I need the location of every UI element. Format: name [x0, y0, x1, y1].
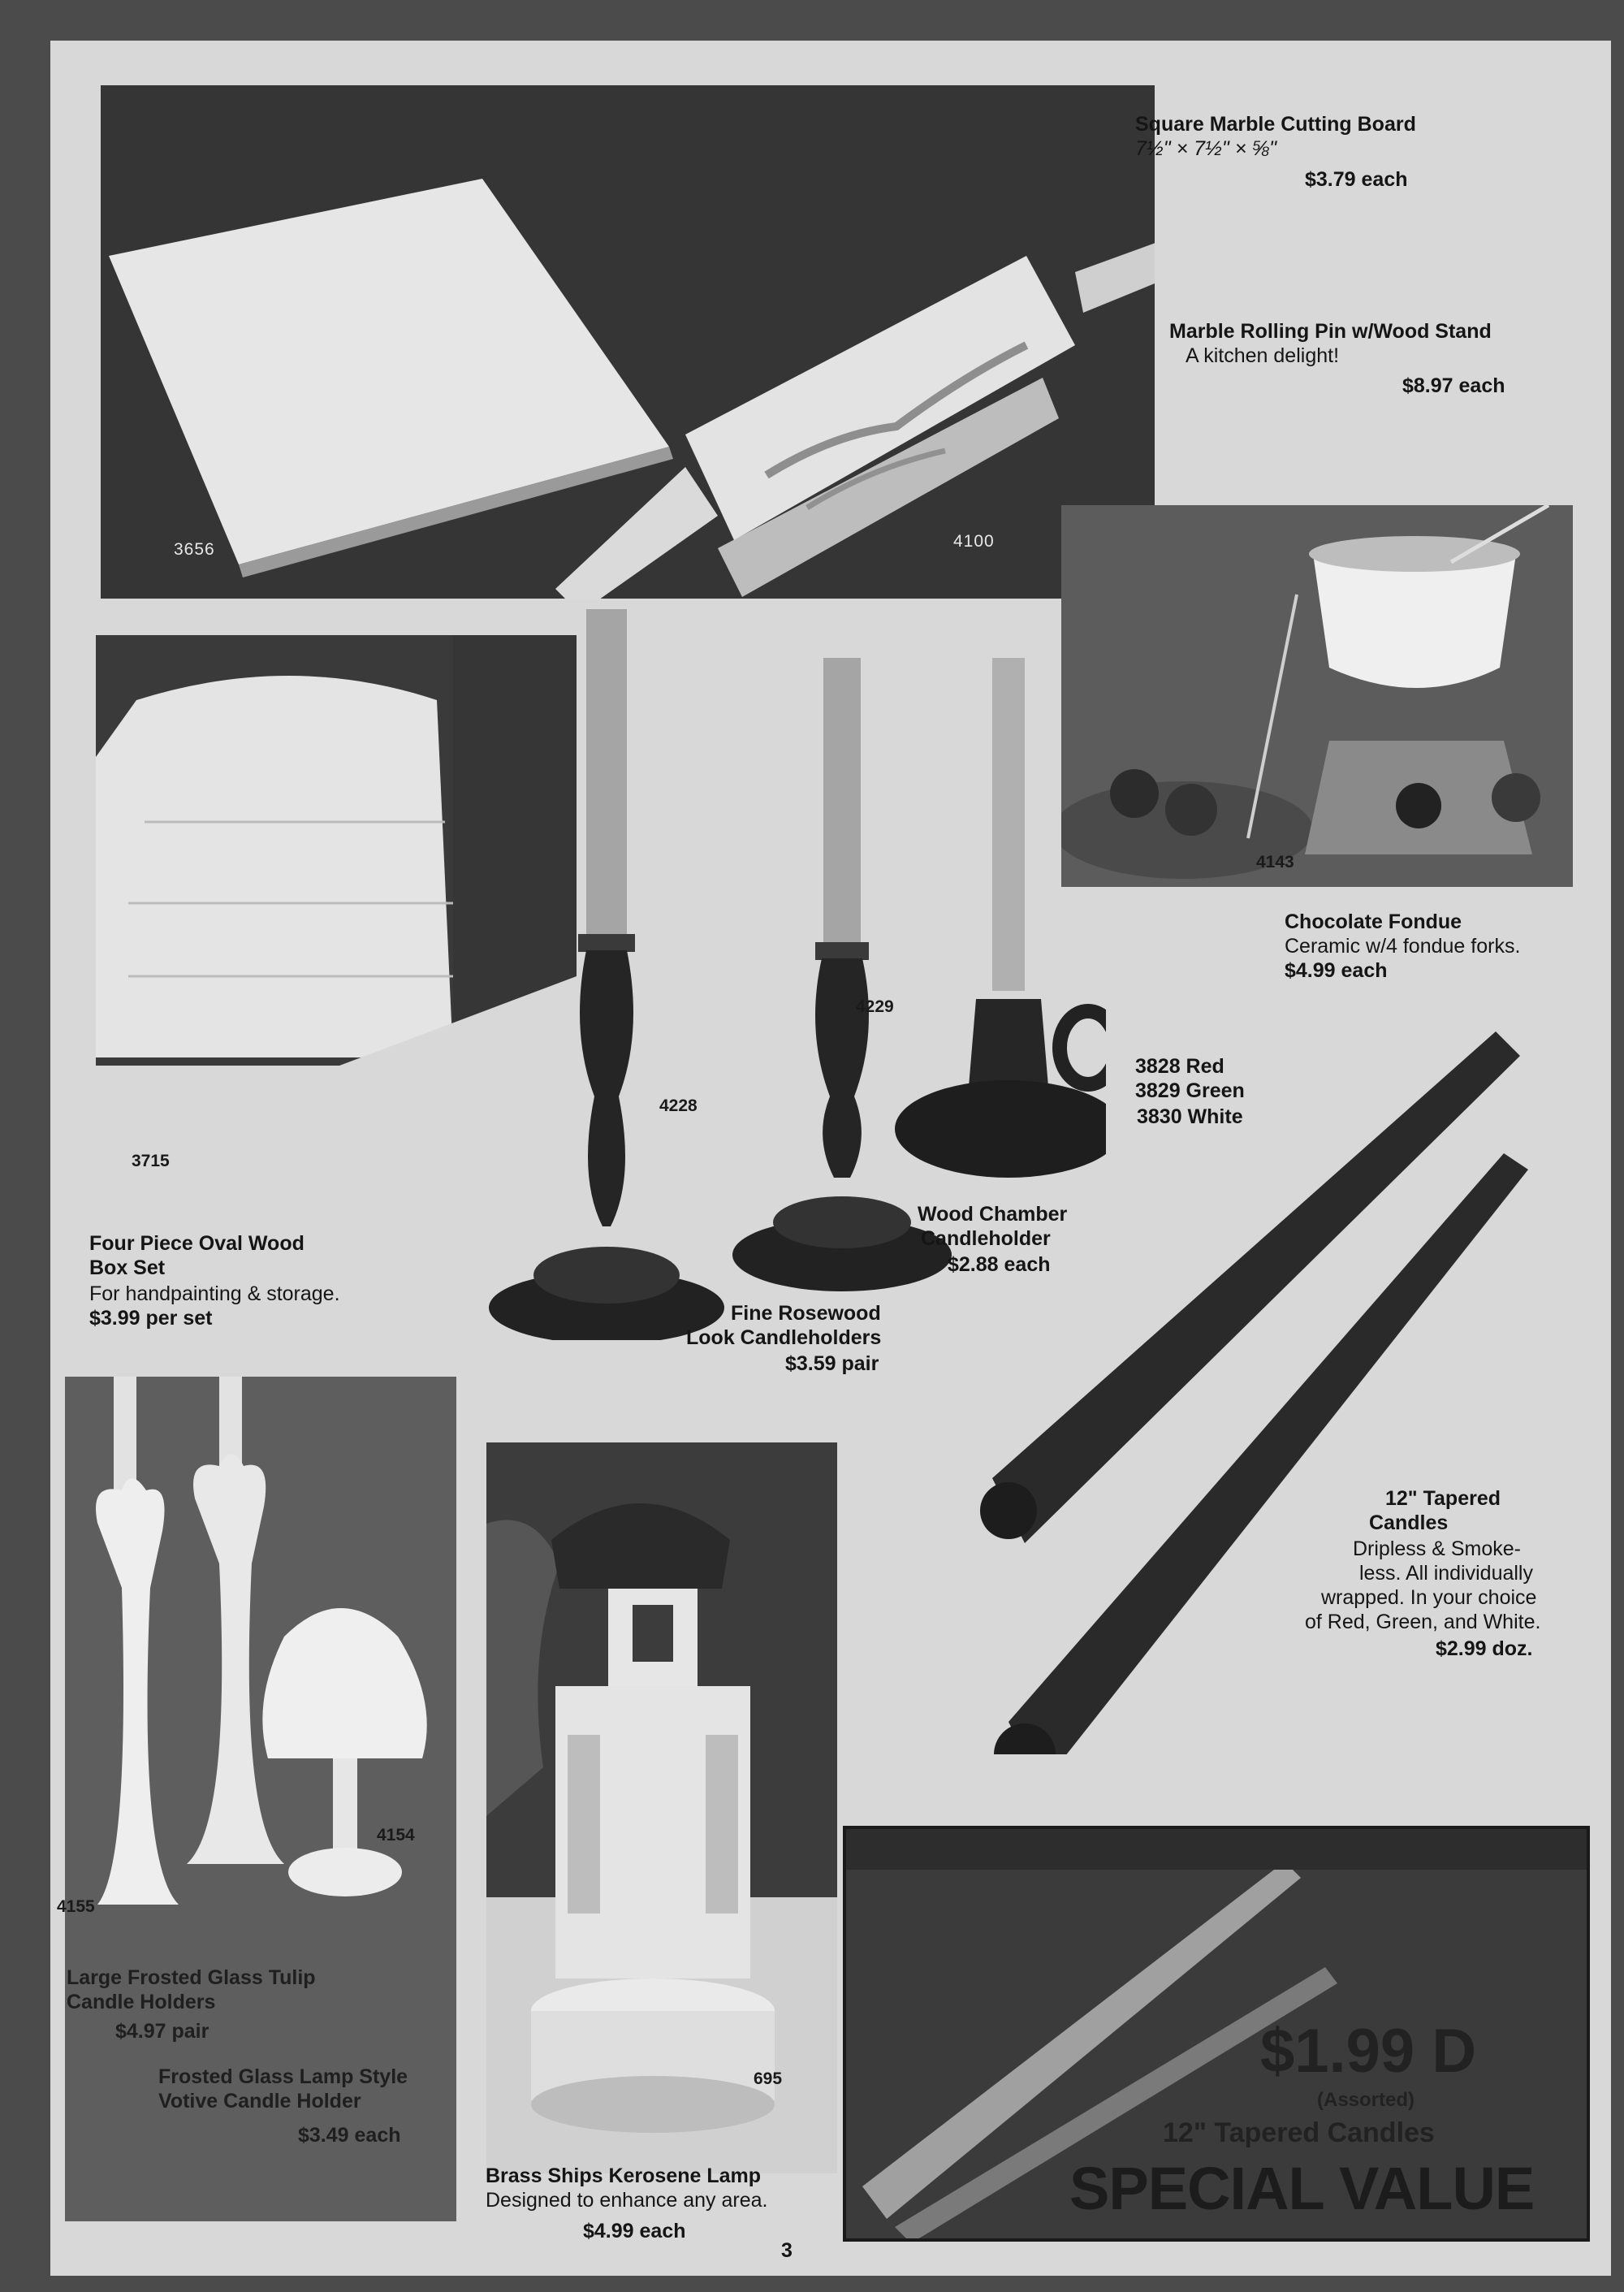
marble-photo [101, 85, 1155, 599]
fondue-name: Chocolate Fondue [1285, 910, 1462, 933]
fondue-desc: Ceramic w/4 fondue forks. [1285, 935, 1521, 958]
special-sub: (Assorted) [1317, 2089, 1415, 2111]
cutting-board-name: Square Marble Cutting Board [1135, 113, 1416, 136]
cutting-board-item-number: 3656 [174, 540, 215, 559]
tapered-id-green: 3829 Green [1135, 1079, 1245, 1102]
special-name: 12" Tapered Candles [1163, 2117, 1435, 2148]
tapered-price: $2.99 doz. [1436, 1637, 1533, 1660]
tulip-price: $4.97 pair [115, 2020, 209, 2043]
tapered-id-white: 3830 White [1137, 1105, 1243, 1128]
special-banner: SPECIAL VALUE [1069, 2155, 1535, 2222]
cutting-board-dims: 7½" × 7½" × ⅝" [1135, 137, 1276, 160]
rosewood-price: $3.59 pair [785, 1352, 879, 1375]
tulip-name-line1: Large Frosted Glass Tulip [67, 1966, 316, 1989]
catalog-page [50, 41, 1611, 2276]
cutting-board-price: $3.79 each [1305, 168, 1408, 191]
cutting-board-shape [109, 179, 669, 564]
tapered-desc-line2: less. All individually [1359, 1562, 1533, 1585]
tapered-desc-line1: Dripless & Smoke- [1353, 1537, 1521, 1560]
chamber-name-line2: Candleholder [921, 1227, 1051, 1250]
tulip-item-number: 4155 [57, 1897, 95, 1916]
kerosene-price: $4.99 each [583, 2220, 686, 2242]
rolling-pin-desc: A kitchen delight! [1186, 344, 1340, 367]
rosewood-item-number: 4228 [659, 1096, 698, 1115]
box-set-name-line2: Box Set [89, 1256, 166, 1279]
tapered-id-red: 3828 Red [1135, 1055, 1224, 1078]
fondue-photo [1061, 505, 1573, 887]
lamp-votive-name-line2: Votive Candle Holder [158, 2090, 361, 2113]
chamber-item-number: 4229 [856, 997, 894, 1016]
special-value-box [843, 1826, 1590, 2242]
chamber-price: $2.88 each [948, 1253, 1051, 1276]
box-set-name-line1: Four Piece Oval Wood [89, 1232, 304, 1255]
rosewood-name-line1: Fine Rosewood [731, 1302, 881, 1325]
kerosene-item-number: 695 [754, 2069, 783, 2088]
marble-illustration [101, 85, 1155, 599]
lamp-votive-name-line1: Frosted Glass Lamp Style [158, 2065, 408, 2088]
rolling-pin-price: $8.97 each [1402, 374, 1505, 397]
rosewood-name-line2: Look Candleholders [686, 1326, 882, 1349]
special-price: $1.99 D [1260, 2017, 1477, 2086]
kerosene-desc: Designed to enhance any area. [486, 2189, 768, 2212]
box-set-item-number: 3715 [132, 1152, 170, 1170]
kerosene-lamp-illustration [486, 1442, 837, 2173]
page-number: 3 [781, 2239, 793, 2262]
fondue-price: $4.99 each [1285, 959, 1388, 982]
tapered-name-line2: Candles [1369, 1511, 1449, 1534]
box-set-price: $3.99 per set [89, 1307, 213, 1330]
rolling-pin-name: Marble Rolling Pin w/Wood Stand [1169, 320, 1492, 343]
chamber-name-line1: Wood Chamber [918, 1203, 1068, 1226]
tapered-desc-line3: wrapped. In your choice [1321, 1586, 1537, 1609]
lamp-votive-item-number: 4154 [377, 1826, 415, 1844]
fondue-illustration [1061, 505, 1573, 887]
tulip-name-line2: Candle Holders [67, 1991, 216, 2013]
tapered-desc-line4: of Red, Green, and White. [1305, 1611, 1541, 1633]
kerosene-lamp-photo [486, 1442, 837, 2173]
kerosene-name: Brass Ships Kerosene Lamp [486, 2164, 762, 2187]
tapered-name-line1: 12" Tapered [1385, 1487, 1501, 1510]
fondue-item-number: 4143 [1256, 853, 1294, 871]
rolling-pin-item-number: 4100 [953, 532, 995, 551]
box-set-desc: For handpainting & storage. [89, 1282, 340, 1305]
lamp-votive-price: $3.49 each [298, 2124, 401, 2147]
